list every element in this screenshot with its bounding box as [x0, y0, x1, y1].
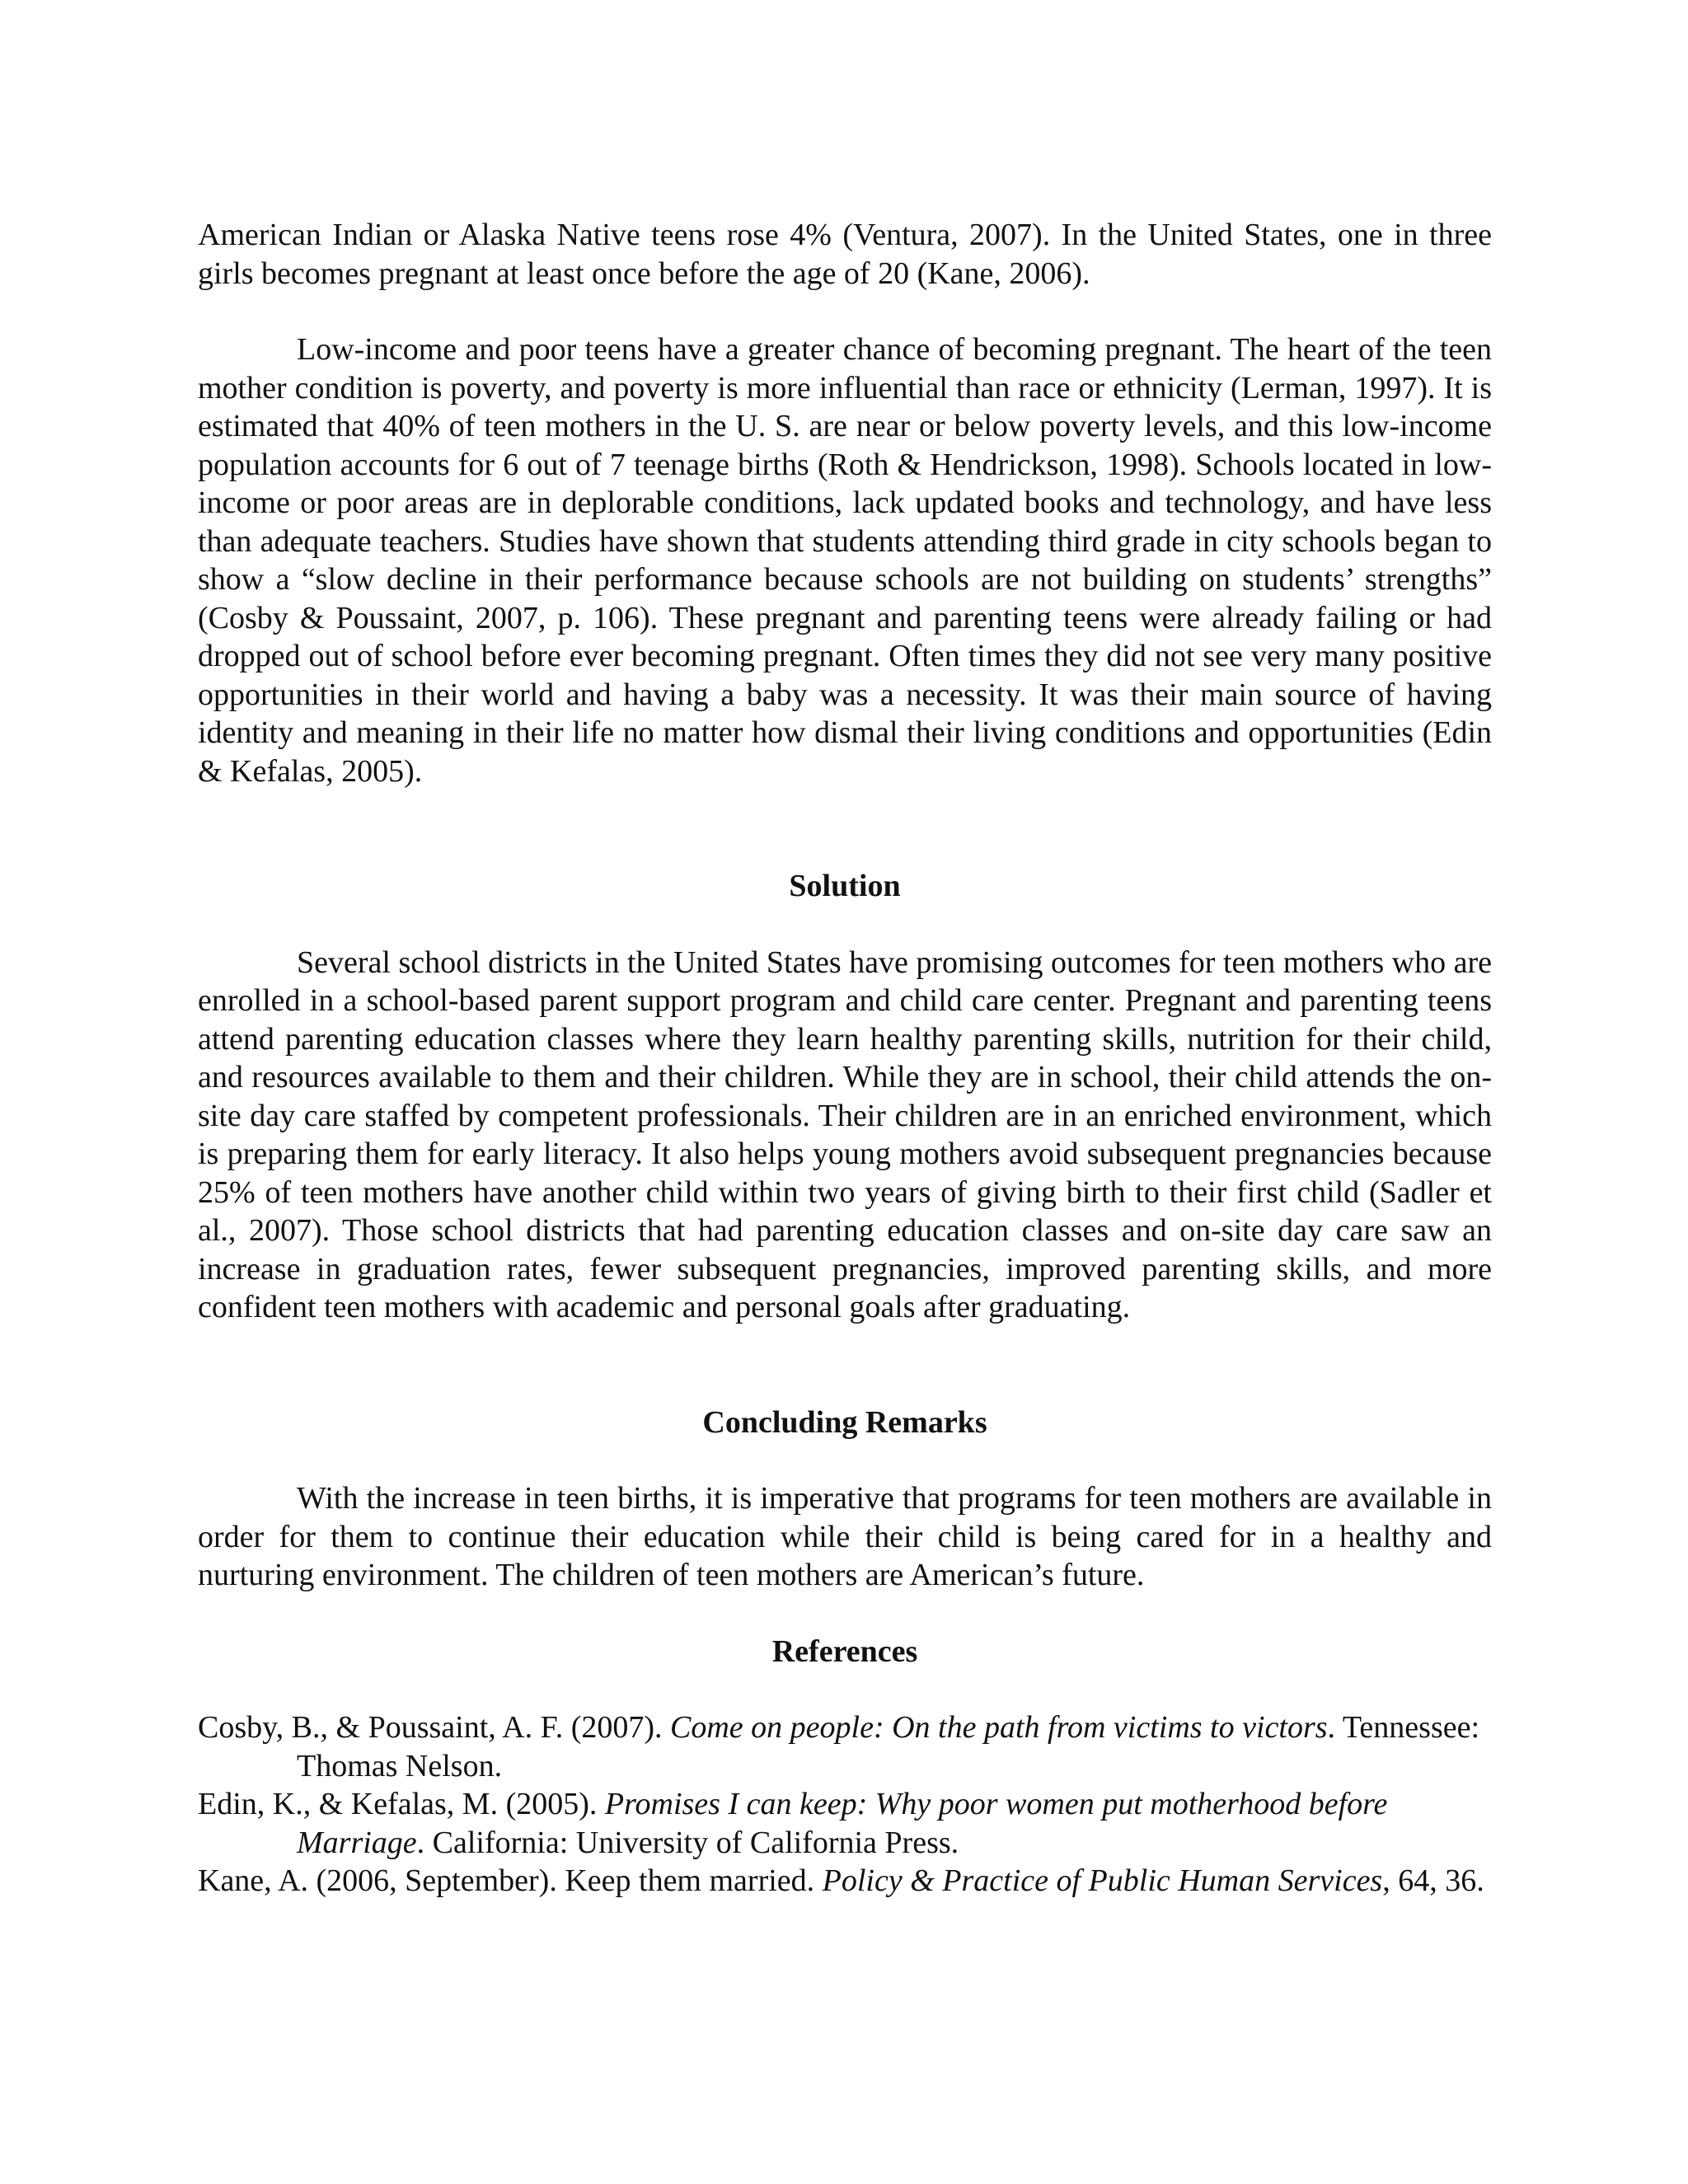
continuation-paragraph: American Indian or Alaska Native teens rose 4% (Ventura, 2007). In the United States, one in three girls becomes pregnant at least once before the age of 20 (Kane, 2006). [198, 218, 1492, 291]
poverty-paragraph: Low-income and poor teens have a greater chance of becoming pregnant. The heart of the teen mother condition is poverty, and poverty is more influential than race or ethnicity (Lerman, 1997). It is estimated that 40% of teen mothers in the U. S. are near or below poverty levels, and this low-income population accounts for 6 out of 7 teenage births (Roth & Hendrickson, 1998). Schools located in low-income or poor areas are in deplorable conditions, lack updated books and technology, and have less than adequate teachers. Studies have shown that students attending third grade in city schools began to show a “slow decline in their performance because schools are not building on students’ strengths” (Cosby & Poussaint, 2007, p. 106). These pregnant and parenting teens were already failing or had dropped out of school before ever becoming pregnant. Often times they did not see very many positive opportunities in their world and having a baby was a necessity. It was their main source of having identity and meaning in their life no matter how dismal their living conditions and opportunities (Edin & Kefalas, 2005). [198, 332, 1492, 789]
concluding-remarks-heading: Concluding Remarks [702, 1404, 987, 1440]
reference-entry-kane [198, 1862, 1492, 1900]
reference-title: Come on people: On the path from victims to victors [670, 1710, 1328, 1745]
reference-publisher: . California: University of California Press. [416, 1825, 959, 1860]
reference-authors-date: Kane, A. (2006, September). Keep them married. [198, 1863, 823, 1898]
reference-entry-cosby [198, 1708, 1492, 1785]
references-heading: References [771, 1633, 918, 1669]
references-list [198, 1708, 1492, 1900]
reference-authors-date: Cosby, B., & Poussaint, A. F. (2007). [198, 1710, 671, 1745]
reference-publisher: , 64, 36. [1382, 1863, 1484, 1898]
solution-paragraph: Several school districts in the United States have promising outcomes for teen mothers who are enrolled in a school-based parent support program and child care center. Pregnant and parenting teens attend parenting education classes where they learn healthy parenting skills, nutrition for their child, and resources available to them and their children. While they are in school, their child attends the on-site day care staffed by competent professionals. Their children are in an enriched environment, which is preparing them for early literacy. It also helps young mothers avoid subsequent pregnancies because 25% of teen mothers have another child within two years of giving birth to their first child (Sadler et al., 2007). Those school districts that had parenting education classes and on-site day care saw an increase in graduation rates, fewer subsequent pregnancies, improved parenting skills, and more confident teen mothers with academic and personal goals after graduating. [198, 944, 1492, 1324]
reference-authors-date: Edin, K., & Kefalas, M. (2005). [198, 1787, 605, 1821]
reference-title: Policy & Practice of Public Human Services [822, 1863, 1383, 1898]
reference-entry-edin [198, 1785, 1492, 1862]
concluding-paragraph: With the increase in teen births, it is imperative that programs for teen mothers are available in order for them to continue their education while their child is being cared for in a healthy and nurturing environment. The children of teen mothers are American’s future. [198, 1481, 1492, 1592]
document-page [198, 216, 1492, 1900]
reference-title: Promises I can keep: Why poor women put motherhood before Marriage [297, 1787, 1388, 1860]
reference-publisher: . Tennessee: Thomas Nelson. [297, 1710, 1480, 1783]
solution-heading: Solution [789, 869, 901, 903]
